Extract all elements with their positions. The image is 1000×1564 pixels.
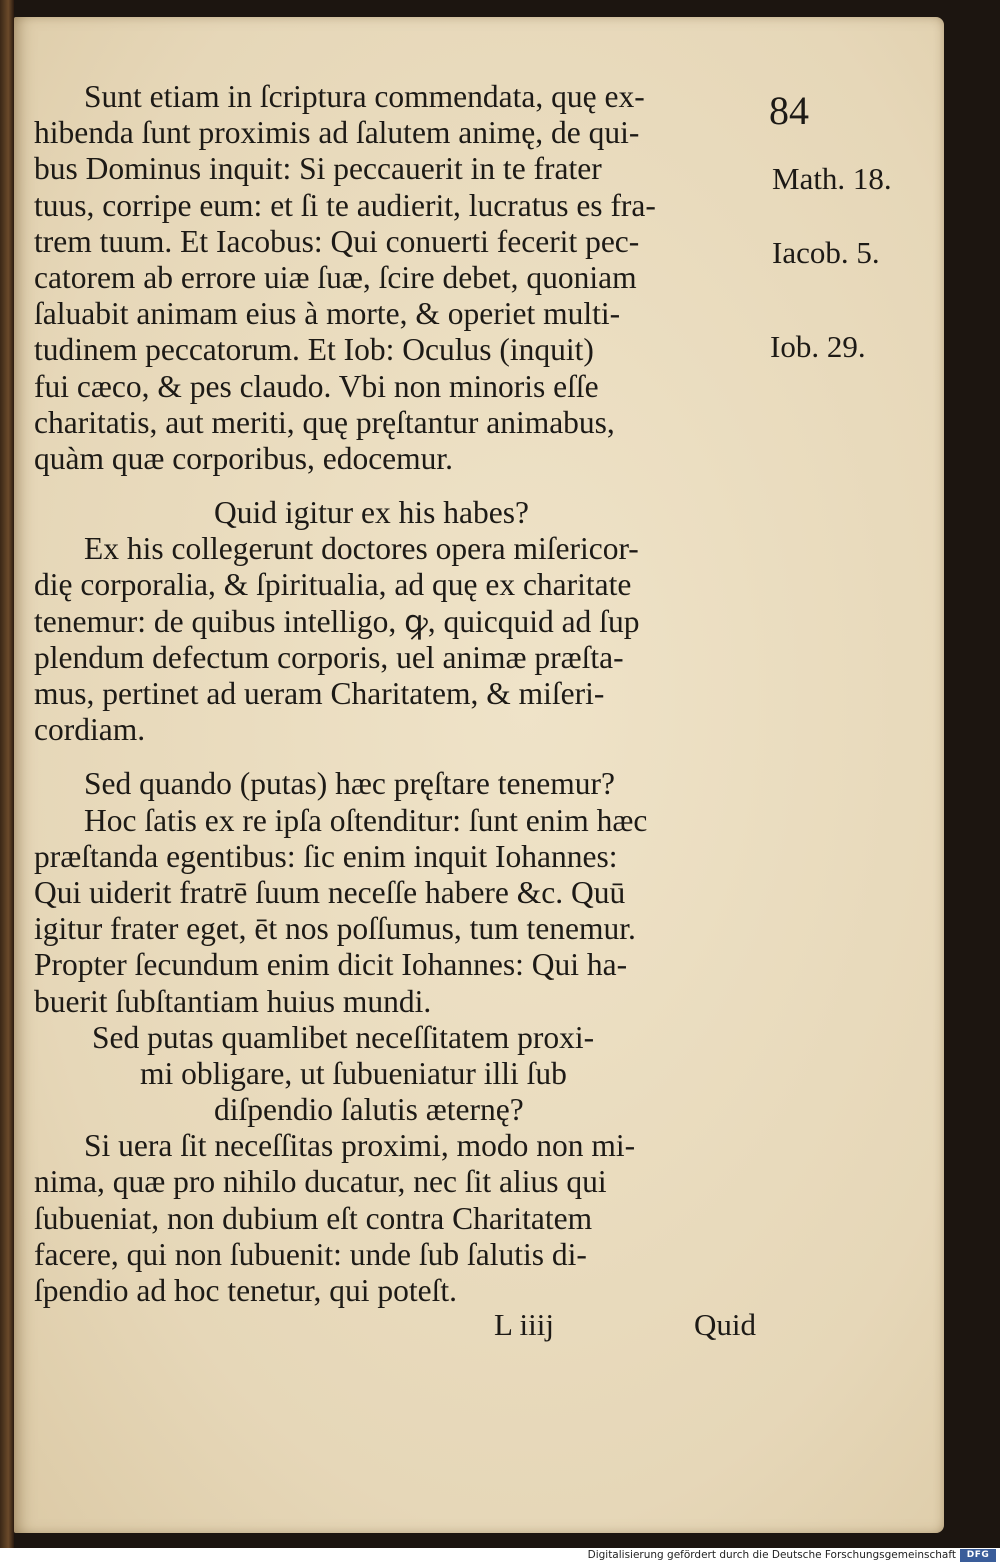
book-page [14,17,944,1533]
text-line: hibenda ſunt proximis ad ſalutem animę, de qui- [34,115,640,151]
text-line: buerit ſubſtantiam huius mundi. [34,983,432,1019]
margin-note-matthew: Math. 18. [772,161,892,196]
margin-note-job: Iob. 29. [770,329,866,364]
text-line: ſpendio ad hoc tenetur, qui poteſt. [34,1273,458,1308]
text-line: charitatis, aut meriti, quę pręſtantur animabus, [34,404,615,440]
page-number: 84 [769,88,809,133]
book-binding [0,0,14,1548]
footer-bar [0,1548,1000,1564]
dfg-logo-icon: DFG [960,1549,996,1562]
text-line: catorem ab errore uiæ ſuæ, ſcire debet, quoniam [34,259,637,295]
text-line: Qui uiderit fratrē ſuum neceſſe habere &c. Quū [34,874,626,910]
signature-mark: L iiij [494,1307,554,1342]
catchword: Quid [694,1307,756,1342]
question-heading: diſpendio ſalutis æternę? [214,1092,524,1128]
footer-credit: Digitalisierung gefördert durch die Deutsche Forschungsgemeinschaft [587,1549,956,1561]
text-line: bus Dominus inquit: Si peccauerit in te frater [34,151,602,187]
text-line: igitur frater eget, ēt nos poſſumus, tum tenemur. [34,911,636,947]
text-line: Propter ſecundum enim dicit Iohannes: Qui ha- [34,947,628,983]
text-line: Hoc ſatis ex re ipſa oſtenditur: ſunt enim hæc [84,802,648,838]
text-line: quàm quæ corporibus, edocemur. [34,440,454,476]
text-line: dię corporalia, & ſpiritualia, ad quę ex charitate [34,567,632,603]
text-line: fui cæco, & pes claudo. Vbi non minoris eſſe [34,368,599,404]
text-line: Sunt etiam in ſcriptura commendata, quę ex- [84,79,645,114]
question-heading: Sed quando (putas) hæc pręſtare tenemur? [84,766,615,802]
question-heading: Sed putas quamlibet neceſſitatem proxi- [92,1019,595,1055]
text-line: præſtanda egentibus: ſic enim inquit Iohannes: [34,838,618,874]
text-line: nima, quæ pro nihilo ducatur, nec ſit alius qui [34,1164,607,1200]
text-line: plendum defectum corporis, uel animæ præſta- [34,639,624,675]
text-line: trem tuum. Et Iacobus: Qui conuerti fecerit pec- [34,223,640,259]
text-line: mus, pertinet ad ueram Charitatem, & miſeri- [34,676,605,711]
text-line: facere, qui non ſubuenit: unde ſub ſalutis di- [34,1236,587,1272]
question-heading: Quid igitur ex his habes? [214,495,529,531]
question-heading: mi obligare, ut ſubueniatur illi ſub [140,1055,567,1091]
text-line: tuus, corripe eum: et ſi te audierit, lucratus es fra- [34,187,656,223]
text-line: tudinem peccatorum. Et Iob: Oculus (inquit) [34,332,594,368]
text-line: cordiam. [34,712,146,748]
text-line: tenemur: de quibus intelligo, ꝙ, quicquid ad ſup [34,603,640,639]
main-text [34,79,774,1309]
text-line: ſaluabit animam eius à morte, & operiet multi- [34,296,621,332]
paragraph-gap [34,748,774,766]
text-line: ſubueniat, non dubium eſt contra Charitatem [34,1200,593,1236]
margin-note-jacob: Iacob. 5. [772,235,880,270]
paragraph-gap [34,477,774,495]
text-line: Si uera ſit neceſſitas proximi, modo non mi- [84,1128,636,1164]
text-line: Ex his collegerunt doctores opera miſericor- [84,531,639,567]
